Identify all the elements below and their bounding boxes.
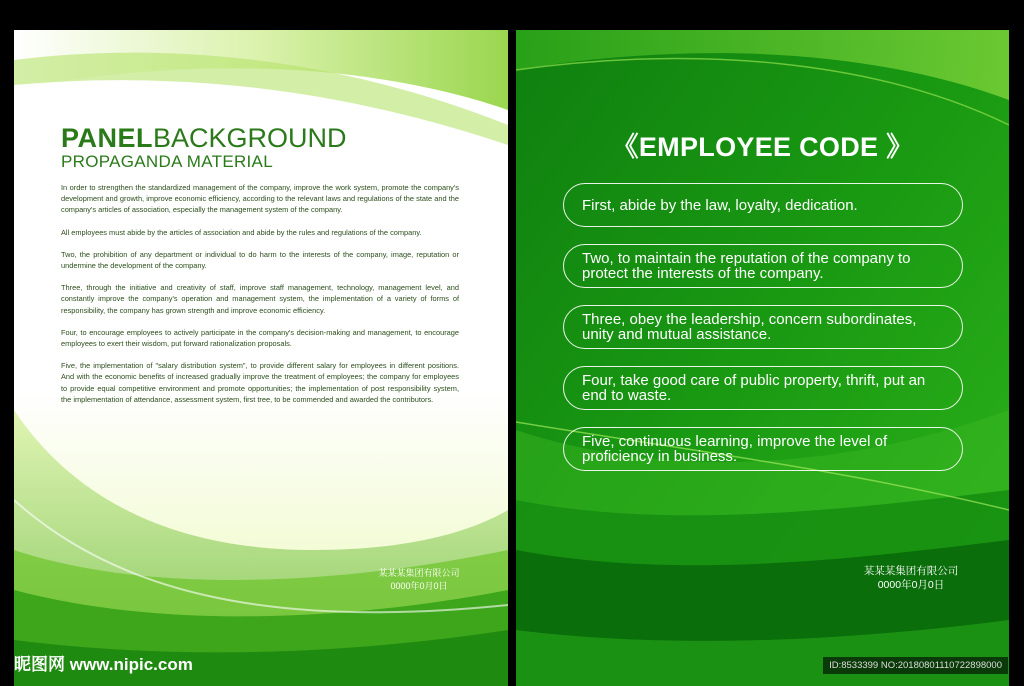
paragraph: In order to strengthen the standardized management of the company, improve the work system, promote the company's development and growth, improve economic efficiency, according to the relevant laws and regulations of the state and the company's articles of association, especially the management system of the company. [61, 183, 459, 215]
company-name: 某某某集团有限公司 [378, 568, 460, 578]
panel-title [61, 125, 347, 152]
company-name: 某某某集团有限公司 [863, 565, 959, 577]
paragraph: All employees must abide by the articles of association and abide by the rules and regulations of the company. [61, 227, 422, 237]
code-item [563, 183, 963, 227]
code-item [563, 305, 963, 349]
left-footer [364, 567, 474, 593]
paragraph: Three, through the initiative and creativity of staff, improve staff management, technology, management level, and constantly improve the company's operation and management system, the implementation of a variety of forms of responsibility, the company has grown strength and improve economic efficiency. [61, 283, 459, 315]
date-text: 0000年0月0日 [877, 579, 945, 591]
code-item [563, 427, 963, 471]
body-text [61, 182, 459, 416]
watermark-logo: 昵图网 [14, 655, 65, 674]
left-panel [14, 30, 508, 686]
code-item-text: Four, take good care of public property, thrift, put an end to waste. [582, 372, 926, 404]
code-item-text: Three, obey the leadership, concern subordinates, unity and mutual assistance. [582, 311, 917, 343]
code-item-text: First, abide by the law, loyalty, dedication. [582, 196, 858, 214]
watermark-url: www.nipic.com [69, 655, 193, 674]
nipic-watermark [14, 655, 193, 675]
paragraph: Four, to encourage employees to actively participate in the company's decision-making and management, to encourage employees to exert their wisdom, put forward rationalization proposals. [61, 327, 459, 349]
right-footer [846, 564, 976, 592]
image-id-label: ID:8533399 NO:20180801110722898000 [823, 657, 1008, 674]
right-panel [516, 30, 1009, 686]
panel-subtitle: PROPAGANDA MATERIAL [61, 152, 273, 171]
title-bold-part: PANEL [61, 123, 154, 153]
paragraph: Two, the prohibition of any department or individual to do harm to the interests of the company, image, reputation or undermine the development of the company. [61, 249, 459, 271]
title-light-part: BACKGROUND [153, 123, 347, 153]
paragraph: Five, the implementation of "salary distribution system", to provide different salary for employees in different positions. And with the economic benefits of increased gradually improve the treatment of employees; the company for employees to provide equal competitive environment and promote opportunities; the implementation of post responsibility system, the implementation of attendance, assessment system, first tree, to be commended and awarded the contributors. [61, 361, 459, 404]
code-item [563, 366, 963, 410]
code-item-text: Five, continuous learning, improve the level of proficiency in business. [582, 433, 888, 465]
date-text: 0000年0月0日 [390, 581, 448, 591]
employee-code-title: 《EMPLOYEE CODE 》 [611, 132, 914, 162]
code-item [563, 244, 963, 288]
code-item-text: Two, to maintain the reputation of the company to protect the interests of the company. [582, 250, 911, 282]
